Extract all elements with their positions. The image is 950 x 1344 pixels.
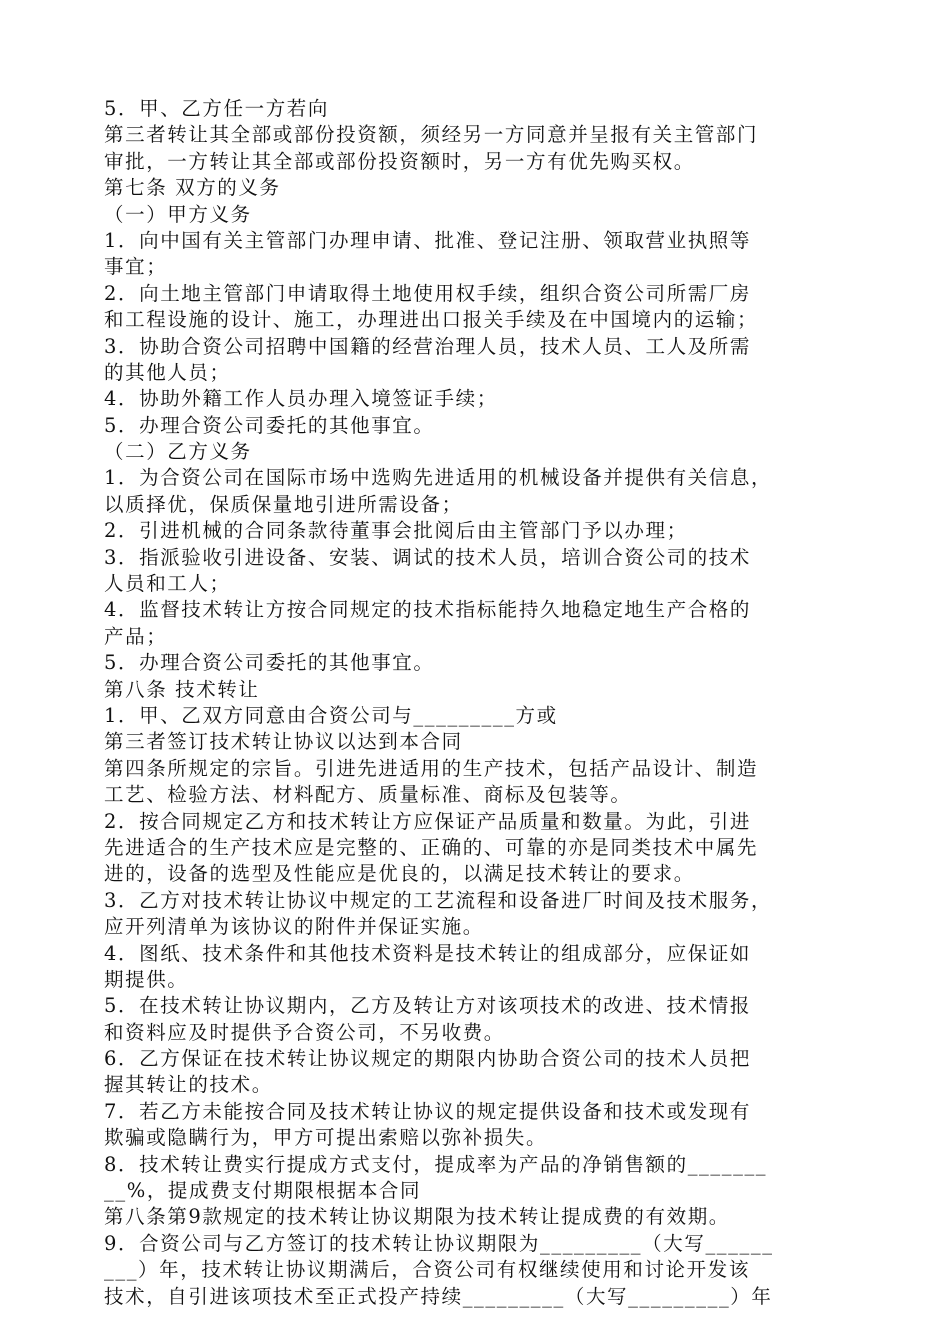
text-line: 3．乙方对技术转让协议中规定的工艺流程和设备进厂时间及技术服务，	[104, 888, 773, 912]
text-line: 握其转让的技术。	[104, 1073, 273, 1097]
text-line: 7．若乙方未能按合同及技术转让协议的规定提供设备和技术或发现有	[104, 1099, 752, 1123]
text-line: 3．指派验收引进设备、安装、调试的技术人员，培训合资公司的技术	[104, 545, 752, 569]
document-page	[104, 96, 854, 1310]
text-line: 6．乙方保证在技术转让协议规定的期限内协助合资公司的技术人员把	[104, 1047, 752, 1071]
text-line: 4．图纸、技术条件和其他技术资料是技术转让的组成部分，应保证如	[104, 941, 752, 965]
text-line: 以质择优，保质保量地引进所需设备；	[104, 492, 463, 516]
text-line: 3．协助合资公司招聘中国籍的经营治理人员，技术人员、工人及所需	[104, 334, 752, 358]
text-line: 事宜；	[104, 255, 168, 279]
text-line: 4．监督技术转让方按合同规定的技术指标能持久地稳定地生产合格的	[104, 598, 752, 622]
text-line: 的其他人员；	[104, 360, 231, 384]
subsection-heading: （二）乙方义务	[104, 440, 252, 464]
text-line: 1．为合资公司在国际市场中选购先进适用的机械设备并提供有关信息，	[104, 466, 773, 490]
text-line: 第三者签订技术转让协议以达到本合同	[104, 730, 463, 754]
text-line: 技术，自引进该项技术至正式投产持续_________（大写_________）年	[104, 1284, 773, 1308]
text-line: 5．在技术转让协议期内，乙方及转让方对该项技术的改进、技术情报	[104, 994, 752, 1018]
text-line: 第四条所规定的宗旨。引进先进适用的生产技术，包括产品设计、制造	[104, 756, 759, 780]
text-line: 人员和工人；	[104, 572, 231, 596]
text-line: 进的，设备的选型及性能应是优良的，以满足技术转让的要求。	[104, 862, 695, 886]
text-line: 5．办理合资公司委托的其他事宜。	[104, 651, 435, 675]
text-line: 1．甲、乙双方同意由合资公司与_________方或	[104, 703, 558, 727]
text-line: 2．向土地主管部门申请取得土地使用权手续，组织合资公司所需厂房	[104, 281, 752, 305]
text-line: 应开列清单为该协议的附件并保证实施。	[104, 915, 484, 939]
text-line: 和工程设施的设计、施工，办理进出口报关手续及在中国境内的运输；	[104, 308, 759, 332]
text-line: 工艺、检验方法、材料配方、质量标准、商标及包装等。	[104, 783, 632, 807]
text-line: 审批，一方转让其全部或部份投资额时，另一方有优先购买权。	[104, 149, 695, 173]
text-line: 第三者转让其全部或部份投资额，须经另一方同意并呈报有关主管部门	[104, 123, 759, 147]
text-line: 产品；	[104, 624, 168, 648]
text-line: 5．甲、乙方任一方若向	[104, 97, 330, 120]
text-line: 先进适合的生产技术应是完整的、正确的、可靠的亦是同类技术中属先	[104, 835, 759, 859]
section-heading: 第七条 双方的义务	[104, 176, 281, 200]
text-line: 和资料应及时提供予合资公司，不另收费。	[104, 1020, 505, 1044]
subsection-heading: （一）甲方义务	[104, 202, 252, 226]
text-line: 期提供。	[104, 967, 189, 991]
text-line: 2．按合同规定乙方和技术转让方应保证产品质量和数量。为此，引进	[104, 809, 752, 833]
text-line: 5．办理合资公司委托的其他事宜。	[104, 413, 435, 437]
text-line: 9．合资公司与乙方签订的技术转让协议期限为_________（大写______	[104, 1231, 774, 1255]
text-line: 第八条第9款规定的技术转让协议期限为技术转让提成费的有效期。	[104, 1205, 730, 1229]
text-line: 4．协助外籍工作人员办理入境签证手续；	[104, 387, 498, 411]
text-line: 1．向中国有关主管部门办理申请、批准、登记注册、领取营业执照等	[104, 228, 752, 252]
text-line: 2．引进机械的合同条款待董事会批阅后由主管部门予以办理；	[104, 519, 688, 543]
text-line: __%，提成费支付期限根据本合同	[104, 1179, 422, 1203]
text-line: ___）年，技术转让协议期满后，合资公司有权继续使用和讨论开发该	[104, 1258, 750, 1282]
text-line: 8．技术转让费实行提成方式支付，提成率为产品的净销售额的_______	[104, 1152, 768, 1176]
text-line: 欺骗或隐瞒行为，甲方可提出索赔以弥补损失。	[104, 1126, 548, 1150]
section-heading: 第八条 技术转让	[104, 677, 260, 701]
